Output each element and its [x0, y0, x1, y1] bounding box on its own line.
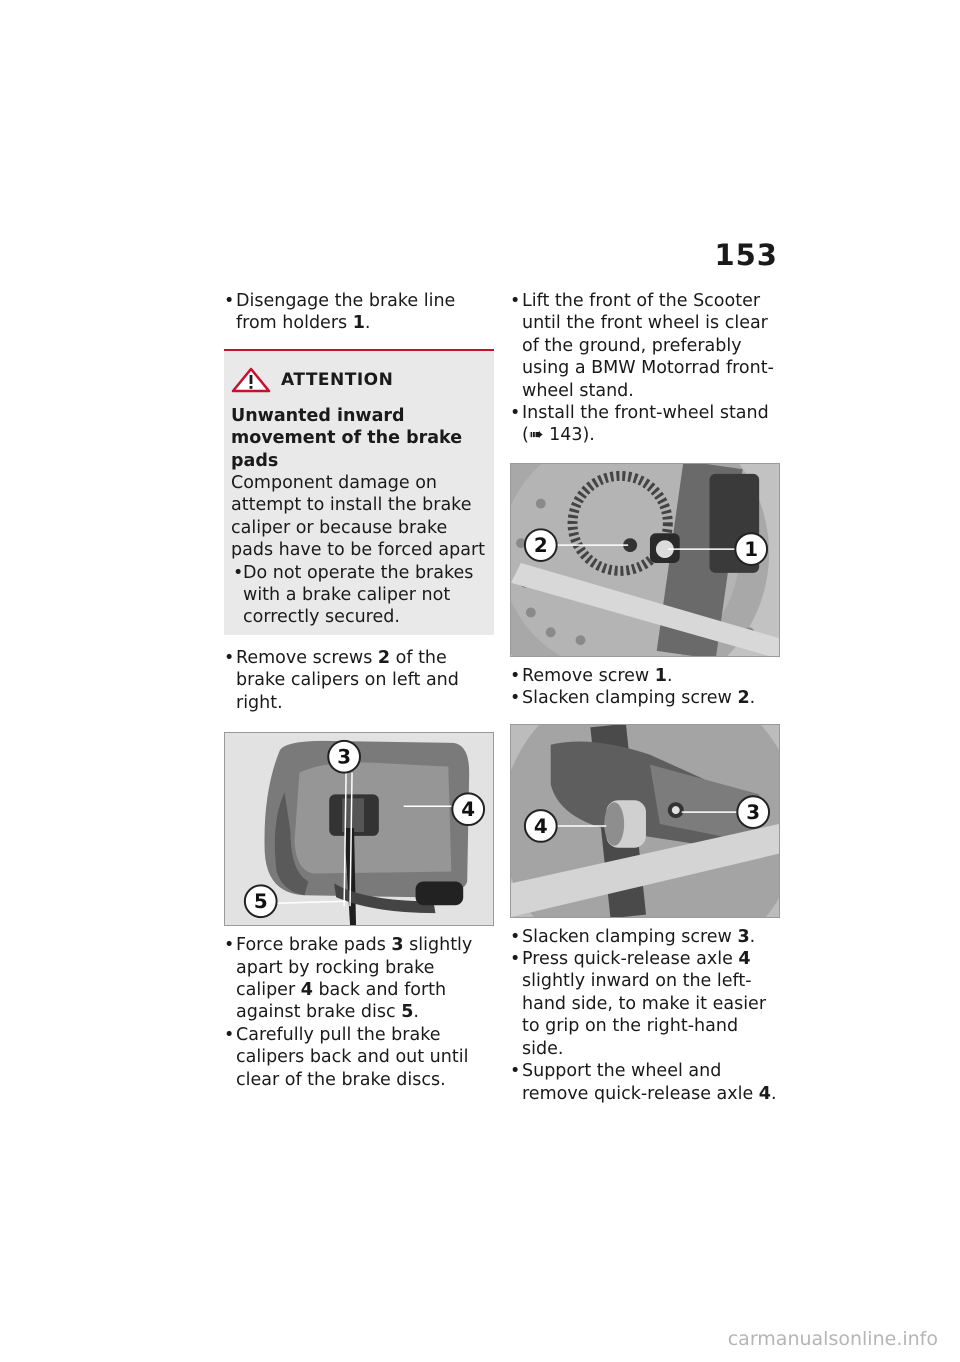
quick-release-axle-illustration	[511, 725, 779, 917]
left-column	[224, 290, 494, 1091]
step-force-brake-pads: • Force brake pads 3 slightly apart by rocking brake caliper 4 back and forth against brake disc 5.	[224, 934, 494, 1024]
figure-brake-caliper	[224, 732, 494, 926]
step-disengage-brake-line: • Disengage the brake line from holders 1.	[224, 290, 494, 335]
step-slacken-screw-2: • Slacken clamping screw 2.	[510, 687, 782, 709]
step-remove-axle: • Support the wheel and remove quick-release axle 4.	[510, 1060, 782, 1105]
svg-text:2: 2	[533, 533, 548, 557]
attention-sub-bullet: • Do not operate the brakes with a brake caliper not correctly secured.	[231, 562, 488, 629]
attention-box	[224, 349, 494, 635]
attention-body: Component damage on attempt to install the brake caliper or because brake pads have to be forced apart	[231, 473, 486, 561]
svg-text:3: 3	[337, 745, 352, 769]
svg-text:4: 4	[461, 798, 476, 822]
svg-text:5: 5	[253, 890, 268, 914]
warning-triangle-icon	[231, 367, 271, 393]
step-slacken-screw-3: • Slacken clamping screw 3.	[510, 926, 782, 948]
svg-text:1: 1	[744, 537, 759, 561]
right-column	[510, 290, 782, 1105]
arrow-right-icon: ➠	[528, 425, 544, 446]
attention-heading: Unwanted inward movement of the brake pads	[231, 405, 463, 471]
attention-title: ATTENTION	[281, 369, 394, 390]
brake-caliper-illustration	[225, 733, 493, 925]
figure-wheel-axle-screws	[510, 463, 780, 657]
page-reference-link[interactable]: 143	[543, 425, 583, 446]
svg-text:3: 3	[746, 800, 761, 824]
step-install-stand: • Install the front-wheel stand (➠ 143).	[510, 402, 782, 447]
step-lift-scooter: • Lift the front of the Scooter until the front wheel is clear of the ground, preferably using a BMW Motorrad front-wheel stand.	[510, 290, 782, 402]
step-press-axle: • Press quick-release axle 4 slightly inward on the left-hand side, to make it easier to grip on the right-hand side.	[510, 948, 782, 1060]
step-pull-calipers: • Carefully pull the brake calipers back and out until clear of the brake discs.	[224, 1024, 494, 1091]
step-remove-screw: • Remove screw 1.	[510, 665, 782, 687]
wheel-axle-illustration	[511, 464, 779, 656]
watermark: carmanualsonline.info	[727, 1328, 938, 1350]
page-number: 153	[714, 238, 778, 272]
attention-header	[231, 367, 488, 393]
svg-text:4: 4	[533, 814, 548, 838]
step-remove-screws: • Remove screws 2 of the brake calipers on left and right.	[224, 647, 494, 714]
figure-quick-release-axle	[510, 724, 780, 918]
